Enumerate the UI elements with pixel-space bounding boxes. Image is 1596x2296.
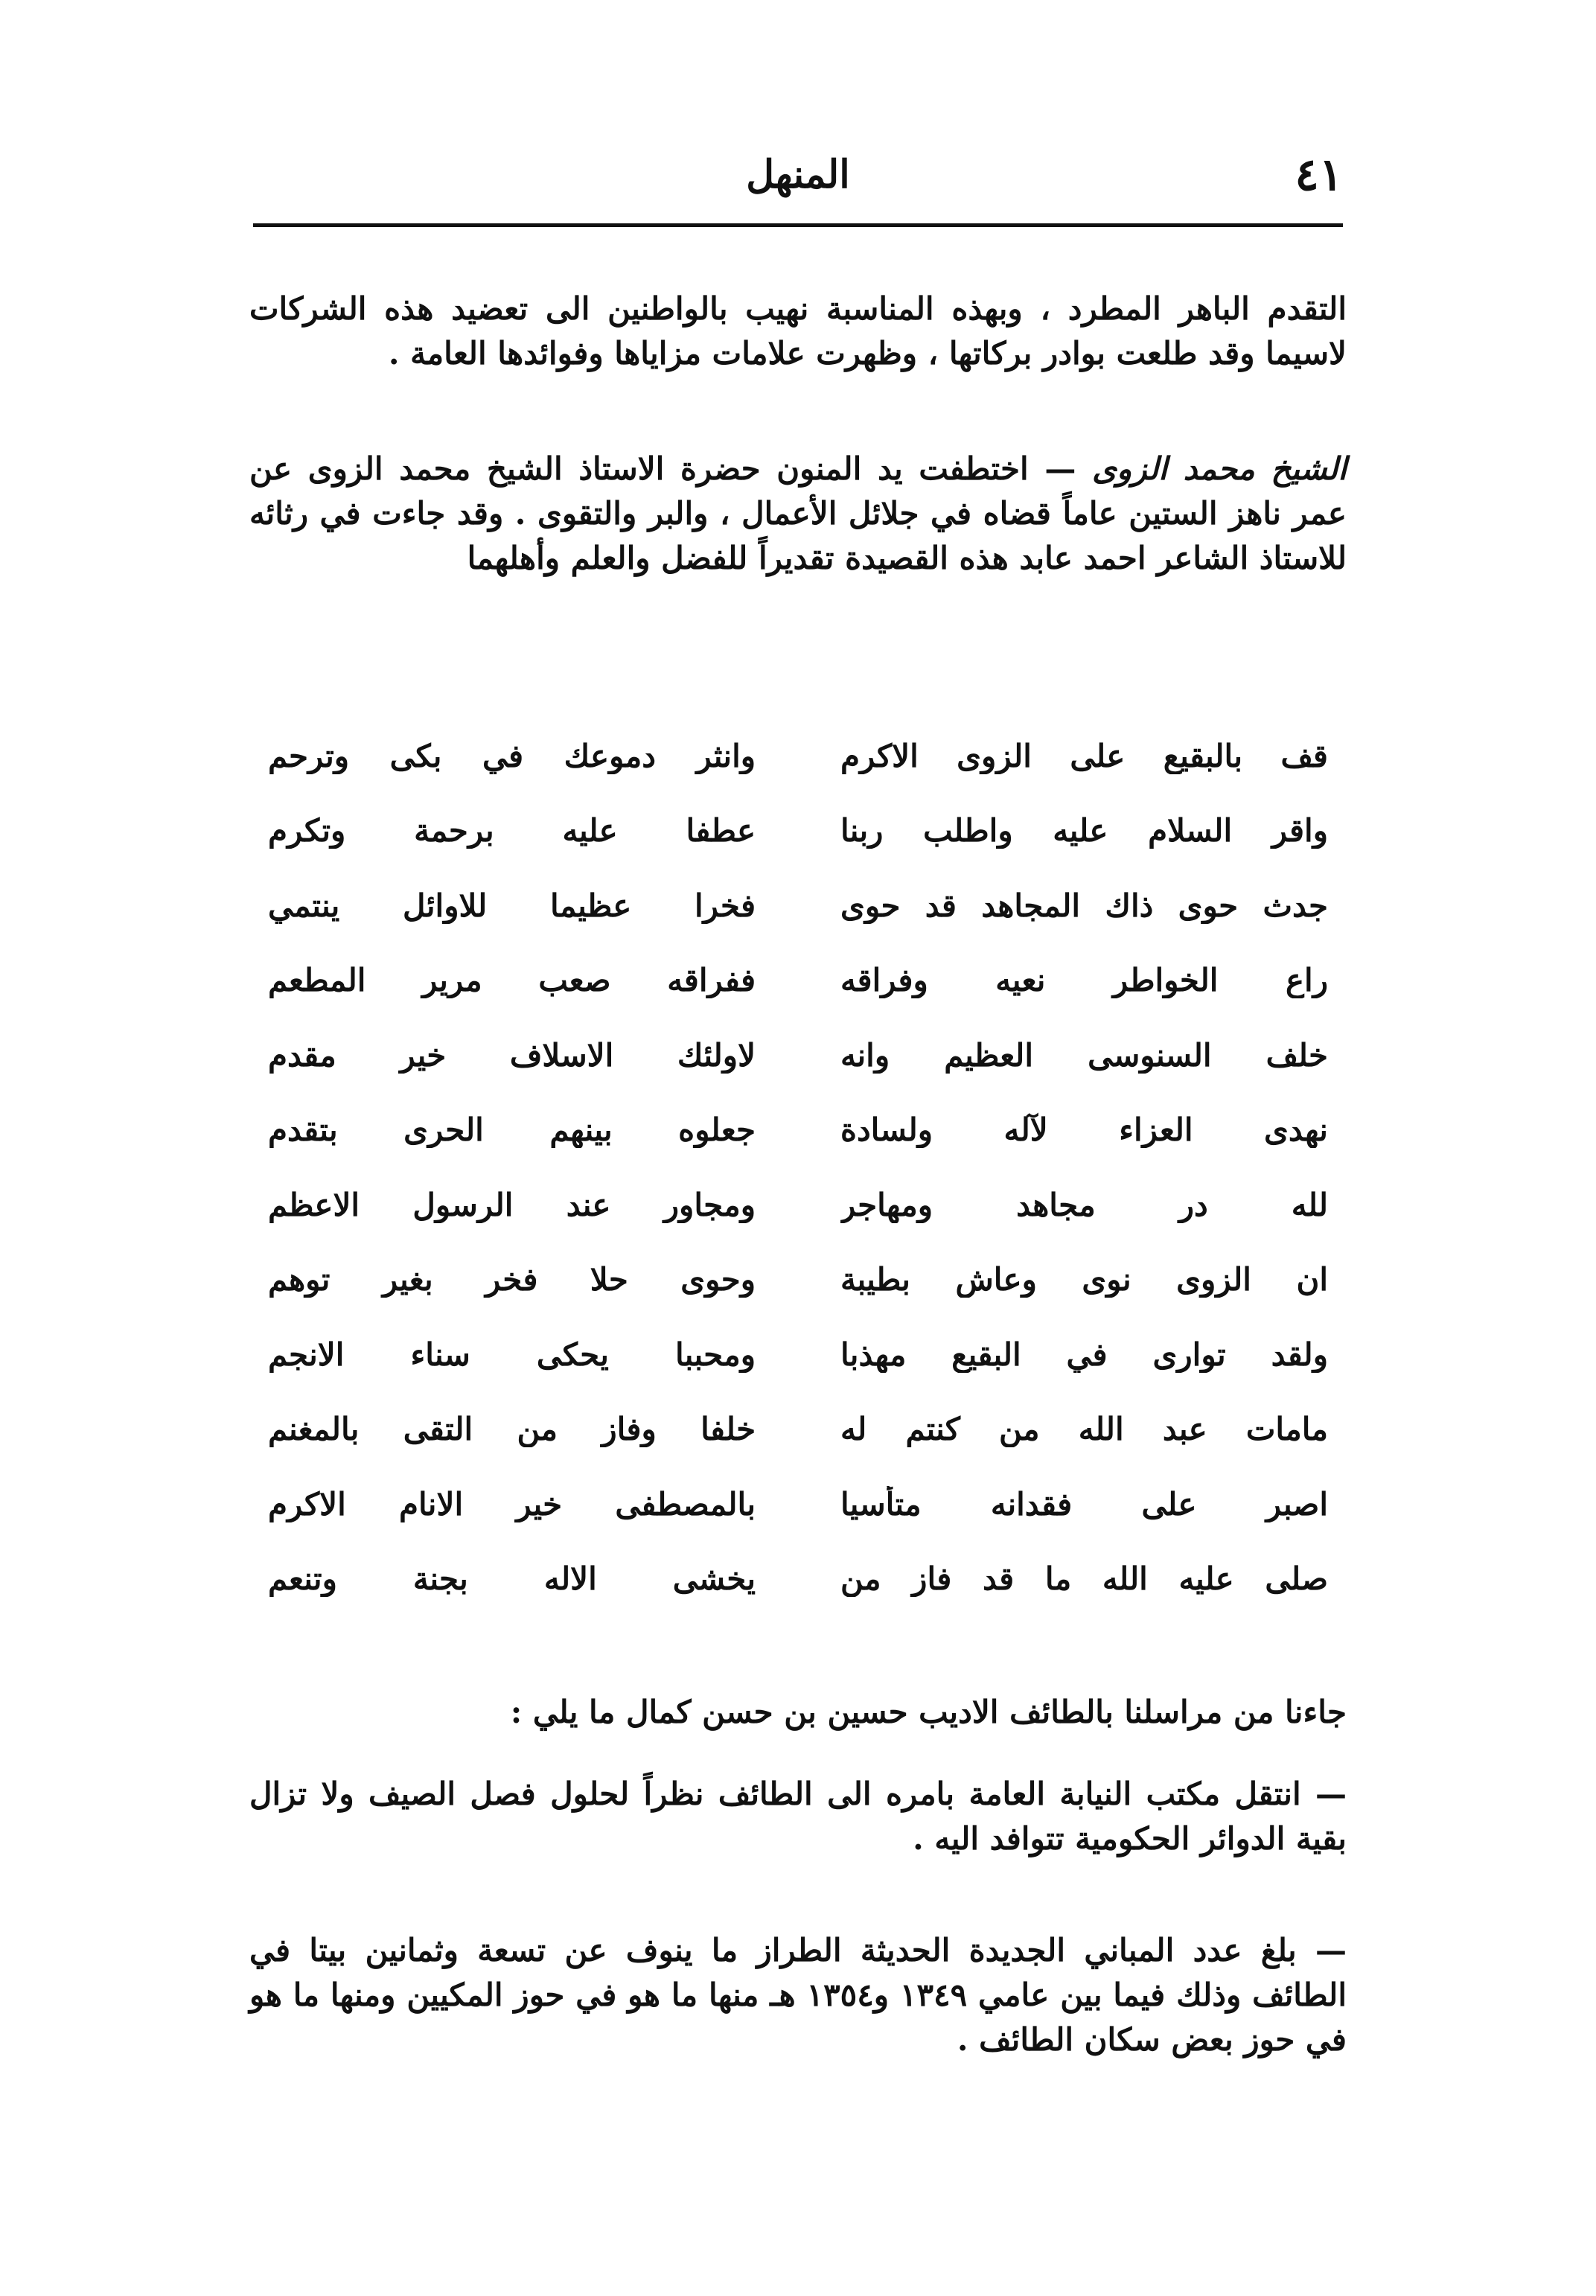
poem-verse <box>268 943 1328 1018</box>
running-title: المنهل <box>746 152 850 197</box>
paragraph-text: — انتقل مكتب النيابة العامة بامره الى الطائف نظراً لحلول فصل الصيف ولا تزال بقية الدوائر الحكومية تتوافد اليه . <box>249 1776 1347 1857</box>
obituary-body: — اختطفت يد المنون حضرة الاستاذ الشيخ محمد الزوى عن عمر ناهز الستين عاماً قضاه في جلائل الأعمال ، والبر والتقوى . وقد جاءت في رثائه للاستاذ الشاعر احمد عابد هذه القصيدة تقديراً للفضل والعلم وأهلهما <box>249 450 1347 576</box>
paragraph-text <box>249 447 1347 581</box>
paragraph-text: جاءنا من مراسلنا بالطائف الاديب حسين بن حسن كمال ما يلي : <box>510 1694 1347 1730</box>
verse-first-half: ان الزوى نوى وعاش بطيبة <box>840 1261 1328 1298</box>
verse-second-half: عطفا عليه برحمة وتكرم <box>268 812 756 849</box>
verse-second-half: ومجاور عند الرسول الاعظم <box>268 1186 756 1223</box>
paragraph-news-buildings <box>249 1928 1347 2062</box>
verse-first-half: قف بالبقيع على الزوى الاكرم <box>840 737 1328 774</box>
poem-verse <box>268 1317 1328 1392</box>
verse-first-half: مامات عبد الله من كنتم له <box>840 1411 1328 1448</box>
poem-verse <box>268 718 1328 794</box>
verse-first-half: لله در مجاهد ومهاجر <box>840 1186 1328 1223</box>
verse-second-half: ففراقه صعب مرير المطعم <box>268 962 756 999</box>
poem-verse <box>268 1467 1328 1542</box>
paragraph-text: التقدم الباهر المطرد ، وبهذه المناسبة نهيب بالواطنين الى تعضيد هذه الشركات لاسيما وقد طلعت بوادر بركاتها ، وظهرت علامات مزاياها وفوائدها العامة . <box>249 290 1347 371</box>
verse-second-half: لاولئك الاسلاف خير مقدم <box>268 1036 756 1074</box>
poem <box>268 718 1328 1616</box>
verse-first-half: خلف السنوسى العظيم وانه <box>840 1036 1328 1074</box>
verse-second-half: فخرا عظيما للاوائل ينتمي <box>268 887 756 924</box>
poem-verse <box>268 1542 1328 1617</box>
verse-second-half: وحوى حلا فخر بغير توهم <box>268 1261 756 1298</box>
paragraph-obituary <box>249 447 1347 581</box>
poem-verse <box>268 1018 1328 1093</box>
obituary-heading: الشيخ محمد الزوى <box>1092 450 1347 487</box>
header-divider <box>253 223 1343 227</box>
poem-verse <box>268 1167 1328 1243</box>
page-header <box>253 145 1343 212</box>
verse-first-half: ولقد توارى في البقيع مهذبا <box>840 1336 1328 1373</box>
verse-second-half: بالمصطفى خير الانام الاكرم <box>268 1485 756 1522</box>
verse-first-half: اصبر على فقدانه متأسيا <box>840 1485 1328 1522</box>
poem-verse <box>268 1093 1328 1168</box>
verse-first-half: نهدى العزاء لآله ولسادة <box>840 1112 1328 1149</box>
poem-verse <box>268 868 1328 943</box>
verse-second-half: خلفا وفاز من التقى بالمغنم <box>268 1411 756 1448</box>
verse-first-half: جدث حوى ذاك المجاهد قد حوى <box>840 887 1328 924</box>
verse-second-half: يخشى الاله بجنة وتنعم <box>268 1560 756 1598</box>
poem-verse <box>268 1392 1328 1467</box>
paragraph-intro <box>249 287 1347 376</box>
poem-verse <box>268 794 1328 869</box>
poem-verse <box>268 1243 1328 1318</box>
verse-first-half: صلى عليه الله ما قد فاز من <box>840 1560 1328 1598</box>
paragraph-news-office <box>249 1772 1347 1861</box>
paragraph-correspondent <box>249 1690 1347 1735</box>
paragraph-text: — بلغ عدد المباني الجديدة الحديثة الطراز ما ينوف عن تسعة وثمانين بيتا في الطائف وذلك فيما بين عامي ١٣٤٩ و١٣٥٤ هـ منها ما هو في حوز المكيين ومنها ما هو في حوز بعض سكان الطائف . <box>249 1932 1347 2058</box>
page-number: ٤١ <box>1295 149 1343 201</box>
verse-first-half: واقر السلام عليه واطلب ربنا <box>840 812 1328 849</box>
verse-first-half: راع الخواطر نعيه وفراقه <box>840 962 1328 999</box>
verse-second-half: وانثر دموعك في بكى وترحم <box>268 737 756 774</box>
verse-second-half: جعلوه بينهم الحرى بتقدم <box>268 1112 756 1149</box>
verse-second-half: ومحببا يحكى سناء الانجم <box>268 1336 756 1373</box>
